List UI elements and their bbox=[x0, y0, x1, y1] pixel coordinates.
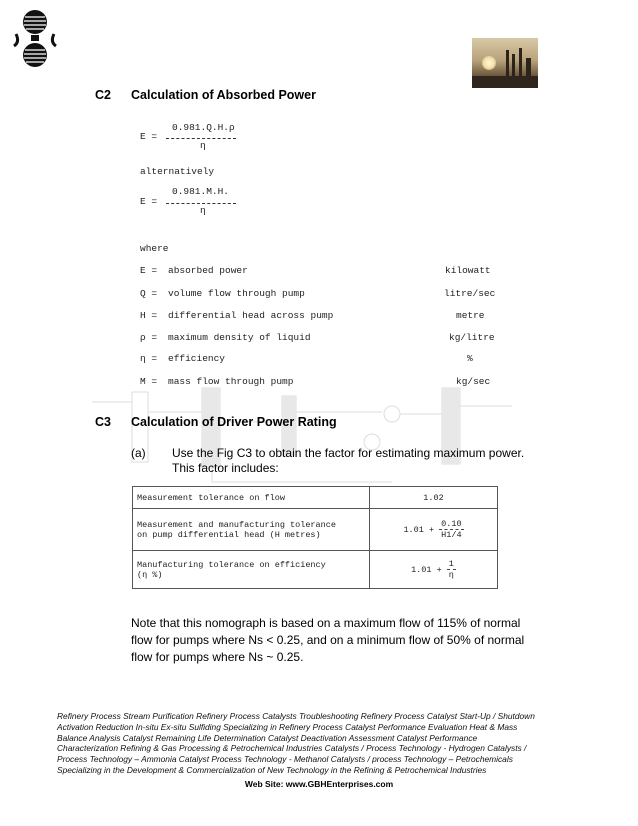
def-unit: metre bbox=[456, 310, 485, 321]
table-cell-line: (η %) bbox=[137, 569, 163, 580]
def-symbol: Q = bbox=[140, 288, 158, 299]
table-cell: 1.02 bbox=[370, 487, 498, 509]
item-label-a: (a) bbox=[131, 446, 146, 460]
formula2-denominator: η bbox=[200, 205, 206, 216]
def-symbol: M = bbox=[140, 376, 158, 387]
fraction-denominator: η bbox=[448, 570, 454, 580]
def-description: differential head across pump bbox=[168, 310, 334, 321]
note-line2: flow for pumps where Ns < 0.25, and on a minimum flow of 50% of normal bbox=[131, 633, 525, 647]
def-symbol: H = bbox=[140, 310, 158, 321]
factor-fraction bbox=[439, 519, 463, 540]
factor-fraction bbox=[447, 559, 456, 580]
footer-line: Activation Reduction In-situ Ex-situ Sulfiding Specializing in Refinery Process Catalyst Performance Evaluation Heat & Mass bbox=[57, 721, 518, 732]
table-cell: Measurement tolerance on flow bbox=[133, 487, 370, 509]
table-cell bbox=[133, 509, 370, 551]
def-description: volume flow through pump bbox=[168, 288, 305, 299]
def-symbol: E = bbox=[140, 265, 158, 276]
def-description: maximum density of liquid bbox=[168, 332, 311, 343]
def-symbol: ρ = bbox=[140, 332, 158, 343]
def-description: absorbed power bbox=[168, 265, 248, 276]
table-cell bbox=[133, 551, 370, 589]
item-text-line1: Use the Fig C3 to obtain the factor for estimating maximum power. bbox=[172, 446, 525, 460]
formula1-denominator: η bbox=[200, 140, 206, 151]
table-cell-line: on pump differential head (H metres) bbox=[137, 529, 321, 540]
def-symbol: η = bbox=[140, 353, 158, 364]
def-description: efficiency bbox=[168, 353, 226, 364]
formula2-numerator: 0.981.M.H. bbox=[172, 186, 230, 197]
formula2-lhs: E = bbox=[140, 196, 158, 207]
fraction-denominator: H1/4 bbox=[441, 530, 462, 540]
footer-line: Refinery Process Stream Purification Refinery Process Catalysts Troubleshooting Refinery Process Catalyst Start-Up / Shutdown bbox=[57, 711, 535, 721]
formula1-numerator: 0.981.Q.H.ρ bbox=[172, 122, 235, 133]
def-unit: litre/sec bbox=[444, 288, 496, 299]
company-logo-icon bbox=[12, 6, 58, 72]
fraction-numerator: 0.10 bbox=[441, 519, 462, 529]
table-cell bbox=[370, 509, 498, 551]
section-title-c3: Calculation of Driver Power Rating bbox=[131, 415, 337, 429]
item-text-line2: This factor includes: bbox=[172, 461, 279, 475]
alternatively-label: alternatively bbox=[140, 166, 215, 177]
section-number-c3: C3 bbox=[95, 415, 111, 429]
table-row bbox=[133, 487, 498, 509]
footer-line: Specializing in the Development & Commercialization of New Technology in the Refining & Petrochemical Industries bbox=[57, 764, 487, 775]
refinery-photo bbox=[472, 38, 538, 88]
factor-prefix: 1.01 + bbox=[411, 564, 442, 575]
section-title-c2: Calculation of Absorbed Power bbox=[131, 88, 316, 102]
footer-line: Balance Analysis Catalyst Remaining Life Determination Catalyst Deactivation Assessment Catalyst Performance bbox=[57, 732, 478, 743]
note-line1: Note that this nomograph is based on a maximum flow of 115% of normal bbox=[131, 616, 521, 630]
def-unit: kg/litre bbox=[449, 332, 495, 343]
table-row bbox=[133, 509, 498, 551]
table-row bbox=[133, 551, 498, 589]
def-unit: kg/sec bbox=[456, 376, 491, 387]
table-cell-line: Measurement and manufacturing tolerance bbox=[137, 519, 336, 530]
tolerance-table bbox=[132, 486, 498, 589]
section-number-c2: C2 bbox=[95, 88, 111, 102]
table-cell bbox=[370, 551, 498, 589]
process-diagram-watermark bbox=[92, 382, 532, 492]
footer-services-text bbox=[57, 711, 547, 776]
def-unit: kilowatt bbox=[445, 265, 491, 276]
def-unit: % bbox=[467, 353, 473, 364]
website-link[interactable]: Web Site: www.GBHEnterprises.com bbox=[244, 779, 394, 789]
formula1-lhs: E = bbox=[140, 131, 158, 142]
footer-line: Characterization Refining & Gas Processing & Petrochemical Industries Catalysts / Process Technology - Hydrogen Catalysts / bbox=[57, 743, 527, 754]
where-label: where bbox=[140, 243, 169, 254]
table-cell-line: Manufacturing tolerance on efficiency bbox=[137, 559, 326, 570]
fraction-numerator: 1 bbox=[448, 559, 454, 569]
formula1-divider bbox=[166, 138, 236, 139]
footer-line: Process Technology – Ammonia Catalyst Process Technology - Methanol Catalysts / process Technology – Petrochemicals bbox=[57, 754, 513, 765]
def-description: mass flow through pump bbox=[168, 376, 294, 387]
note-line3: flow for pumps where Ns ~ 0.25. bbox=[131, 650, 304, 664]
factor-prefix: 1.01 + bbox=[403, 524, 435, 535]
formula2-divider bbox=[166, 203, 236, 204]
